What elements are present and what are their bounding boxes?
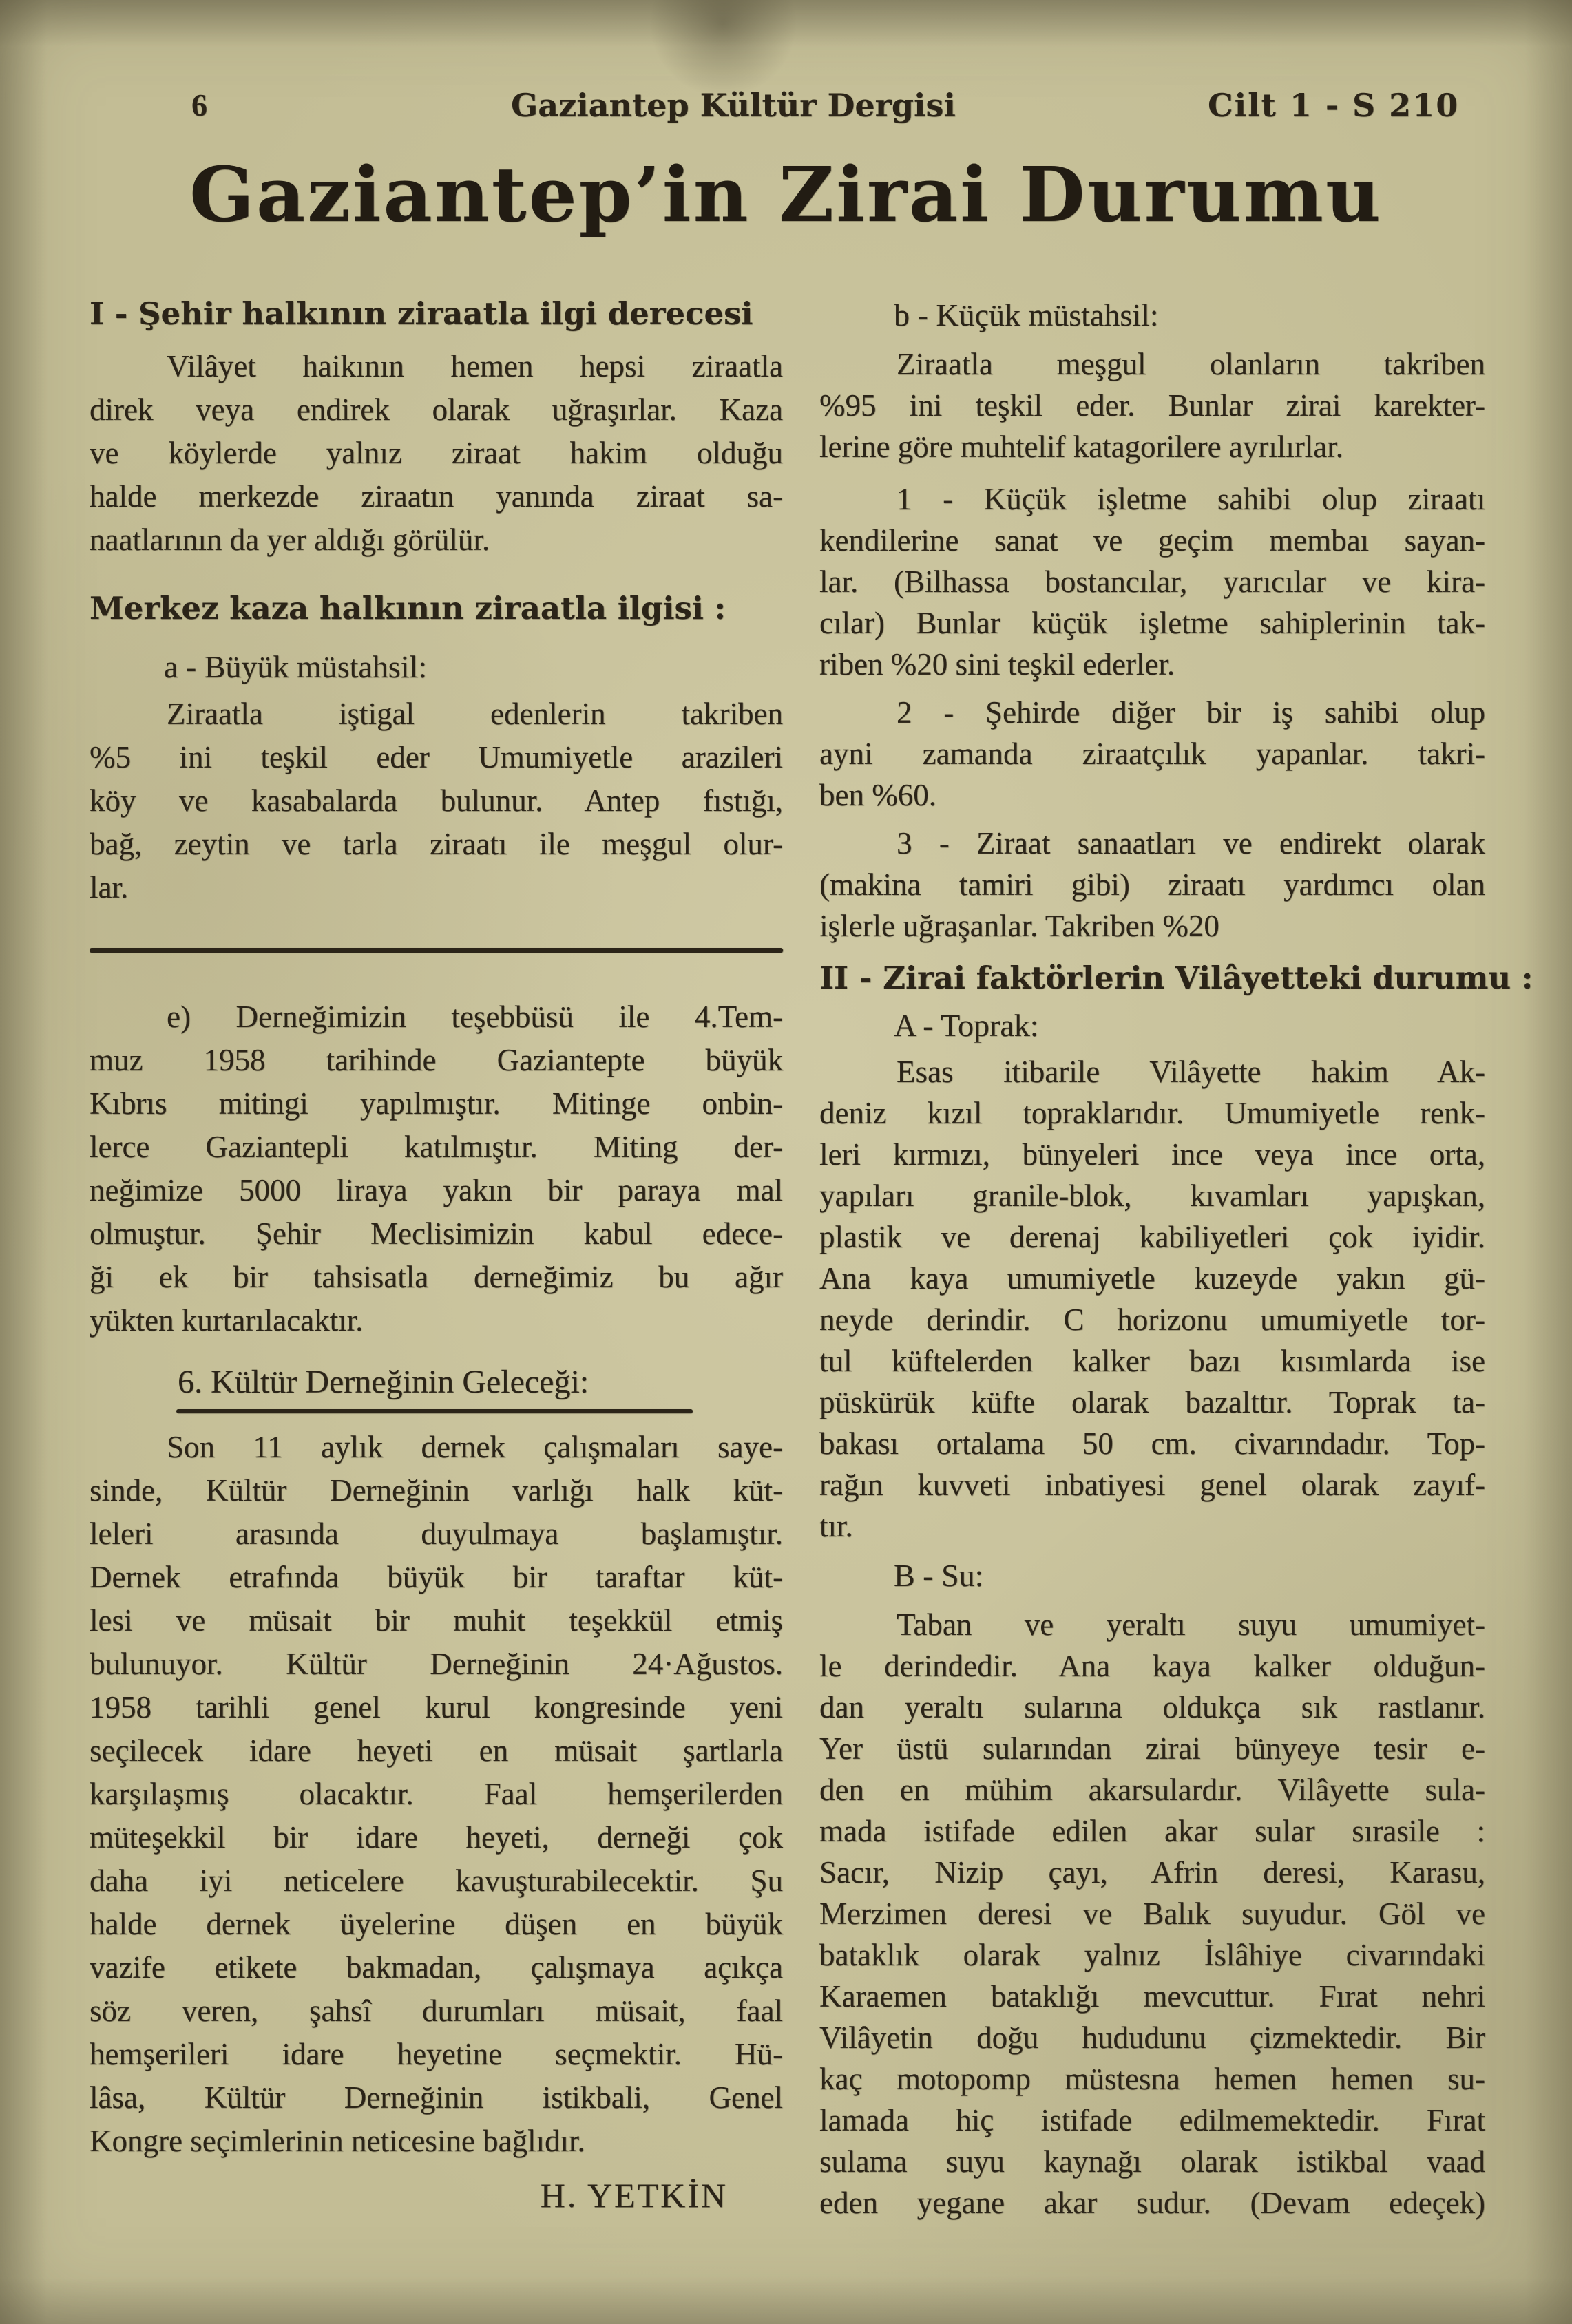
text-line: lesi ve müsait bir muhit teşekkül etmiş (90, 1603, 783, 1638)
left-column (90, 289, 783, 2223)
paragraph (819, 344, 1485, 467)
text-line: Kıbrıs mitingi yapılmıştır. Mitinge onbin- (90, 1086, 783, 1121)
text-line: neyde derindir. C horizonu umumiyetle tor- (819, 1302, 1485, 1337)
text-line: Esas itibarile Vilâyette hakim Ak- (897, 1055, 1485, 1089)
text-line: Son 11 aylık dernek çalışmaları saye- (167, 1430, 783, 1464)
text-line: tul küftelerden kalker bazı kısımlarda ise (819, 1344, 1485, 1378)
text-line: Merzimen deresi ve Balık suyudur. Göl ve (819, 1897, 1485, 1931)
paragraph (819, 692, 1485, 816)
text-line: mada istifade edilen akar sular sırasile : (819, 1814, 1485, 1848)
text-line: vazife etikete bakmadan, çalışmaya açıkça (90, 1950, 783, 1985)
text-line: lamada hiç istifade edilmemektedir. Fırat (819, 2103, 1485, 2137)
sub-heading: b - Küçük müstahsil: (894, 297, 1159, 332)
section-heading: 6. Kültür Derneğinin Geleceği: (178, 1364, 589, 1400)
sub-heading: B - Su: (894, 1558, 984, 1593)
text-line: yükten kurtarılacaktır. (90, 1303, 364, 1338)
text-line: yapıları granile-blok, kıvamları yapışkan, (819, 1179, 1485, 1213)
text-line: naatlarının da yer aldığı görülür. (90, 522, 490, 557)
text-line: bağ, zeytin ve tarla ziraatı ile meşgul olur- (90, 827, 783, 861)
text-line: Vilâyetin doğu hududunu çizmektedir. Bir (819, 2020, 1485, 2055)
divider-rule (90, 948, 783, 953)
text-line: müteşekkil bir idare heyeti, derneği çok (90, 1820, 783, 1855)
text-line: deniz kızıl topraklarıdır. Umumiyetle renk- (819, 1096, 1485, 1130)
text-line: 1958 tarihli genel kurul kongresinde yeni (90, 1690, 783, 1724)
text-line: lar. (90, 870, 129, 905)
paragraph (90, 345, 783, 562)
section-heading: II - Zirai faktörlerin Vilâyetteki durumu : (819, 960, 1533, 996)
heading-underline (176, 1409, 693, 1413)
text-line: işlerle uğraşanlar. Takriben %20 (819, 909, 1219, 943)
text-line: rağın kuvveti inbatiyesi genel olarak zayıf- (819, 1468, 1485, 1502)
text-line: Karaemen bataklığı mevcuttur. Fırat nehri (819, 1979, 1485, 2014)
text-line: Kongre seçimlerinin neticesine bağlıdır. (90, 2124, 585, 2158)
text-line: 2 - Şehirde diğer bir iş sahibi olup (897, 695, 1485, 730)
text-line: den en mühim akarsulardır. Vilâyette sula- (819, 1773, 1485, 1807)
text-line: muz 1958 tarihinde Gaziantepte büyük (90, 1043, 783, 1077)
text-line: lâsa, Kültür Derneğinin istikbali, Genel (90, 2080, 783, 2115)
text-line: kendilerine sanat ve geçim membaı sayan- (819, 523, 1485, 558)
text-line: ve köylerde yalnız ziraat hakim olduğu (90, 436, 783, 470)
text-line: riben %20 sini teşkil ederler. (819, 647, 1175, 682)
article-title: Gaziantep’in Zirai Durumu (189, 150, 1383, 239)
text-line: eden yegane akar sudur. (Devam edeçek) (819, 2186, 1485, 2220)
text-line: halde merkezde ziraatın yanında ziraat sa- (90, 479, 783, 514)
paragraph (819, 1604, 1485, 2223)
text-line: köy ve kasabalarda bulunur. Antep fıstığı, (90, 783, 783, 818)
text-line: hemşerileri idare heyetine seçmektir. Hü- (90, 2037, 783, 2071)
text-line: Ziraatla meşgul olanların takriben (897, 347, 1485, 381)
text-line: halde dernek üyelerine düşen en büyük (90, 1907, 783, 1941)
text-line: lerce Gaziantepli katılmıştır. Miting der- (90, 1130, 783, 1164)
author-signature: H. YETKİN (540, 2176, 728, 2215)
section-heading: I - Şehir halkının ziraatla ilgi derecesi (90, 295, 753, 332)
text-line: 1 - Küçük işletme sahibi olup ziraatı (897, 482, 1485, 516)
article-body (90, 289, 1533, 2223)
text-line: Yer üstü sularından zirai bünyeye tesir e- (819, 1731, 1485, 1766)
text-line: %5 ini teşkil eder Umumiyetle arazileri (90, 740, 783, 774)
text-line: le derindedir. Ana kaya kalker olduğun- (819, 1649, 1485, 1683)
text-line: Sacır, Nizip çayı, Afrin deresi, Karasu, (819, 1855, 1485, 1890)
right-column (819, 289, 1533, 2223)
text-line: daha iyi neticelere kavuşturabilecektir. Şu (90, 1863, 783, 1898)
journal-title: Gaziantep Kültür Dergisi (511, 87, 956, 124)
text-line: söz veren, şahsî durumları müsait, faal (90, 1994, 783, 2028)
text-line: lerine göre muhtelif katagorilere ayrılırlar. (819, 430, 1343, 464)
text-line: Ana kaya umumiyetle kuzeyde yakın gü- (819, 1261, 1485, 1296)
text-line: bulunuyor. Kültür Derneğinin 24·Ağustos. (90, 1647, 783, 1681)
text-line: sulama suyu kaynağı olarak istikbal vaad (819, 2144, 1485, 2179)
text-line: neğimize 5000 liraya yakın bir paraya mal (90, 1173, 783, 1207)
text-line: ayni zamanda ziraatçılık yapanlar. takri- (819, 737, 1485, 771)
text-line: Vilâyet haikının hemen hepsi ziraatla (167, 349, 783, 383)
page-number: 6 (191, 87, 207, 123)
text-line: dan yeraltı sularına oldukça sık rastlanır. (819, 1690, 1485, 1724)
text-line: sinde, Kültür Derneğinin varlığı halk küt- (90, 1473, 783, 1508)
text-line: Dernek etrafında büyük bir taraftar küt- (90, 1560, 783, 1594)
running-header (0, 87, 1572, 128)
text-line: olmuştur. Şehir Meclisimizin kabul edece- (90, 1216, 783, 1251)
text-line: cılar) Bunlar küçük işletme sahiplerinin tak- (819, 606, 1485, 640)
text-line: tır. (819, 1509, 853, 1543)
text-line: karşılaşmış olacaktır. Faal hemşerilerden (90, 1777, 783, 1811)
text-line: bakası ortalama 50 cm. civarındadır. Top- (819, 1426, 1485, 1461)
text-line: 3 - Ziraat sanaatları ve endirekt olarak (897, 826, 1485, 860)
text-line: e) Derneğimizin teşebbüsü ile 4.Tem- (167, 1000, 783, 1034)
text-line: seçilecek idare heyeti en müsait şartlarla (90, 1733, 783, 1768)
paragraph (819, 478, 1485, 685)
text-line: (makina tamiri gibi) ziraatı yardımcı olan (819, 867, 1485, 902)
paragraph (819, 823, 1485, 947)
volume-reference: Cilt 1 - S 210 (1208, 87, 1460, 124)
text-line: ben %60. (819, 778, 936, 812)
text-line: leleri arasında duyulmaya başlamıştır. (90, 1517, 783, 1551)
text-line: plastik ve derenaj kabiliyetleri çok iyidir. (819, 1220, 1485, 1254)
text-line: %95 ini teşkil eder. Bunlar zirai karekter- (819, 388, 1485, 423)
text-line: püskürük küfte olarak bazalttır. Toprak ta- (819, 1385, 1485, 1419)
text-line: Taban ve yeraltı suyu umumiyet- (897, 1607, 1485, 1642)
paragraph (819, 1051, 1485, 1547)
section-heading: Merkez kaza halkının ziraatla ilgisi : (90, 590, 726, 626)
text-line: bataklık olarak yalnız İslâhiye civarındaki (819, 1938, 1485, 1972)
paragraph (90, 995, 783, 1342)
text-line: direk veya endirek olarak uğraşırlar. Kaza (90, 392, 783, 427)
text-line: lar. (Bilhassa bostancılar, yarıcılar ve kira- (819, 564, 1485, 599)
paragraph (90, 1426, 783, 2163)
text-line: kaç motopomp müstesna hemen hemen su- (819, 2062, 1485, 2096)
sub-heading: A - Toprak: (894, 1008, 1039, 1043)
text-line: leri kırmızı, bünyeleri ince veya ince orta, (819, 1137, 1485, 1172)
text-line: ği ek bir tahsisatla derneğimiz bu ağır (90, 1260, 783, 1294)
sub-heading: a - Büyük müstahsil: (164, 649, 428, 684)
text-line: Ziraatla iştigal edenlerin takriben (167, 697, 783, 731)
paragraph (90, 693, 783, 909)
